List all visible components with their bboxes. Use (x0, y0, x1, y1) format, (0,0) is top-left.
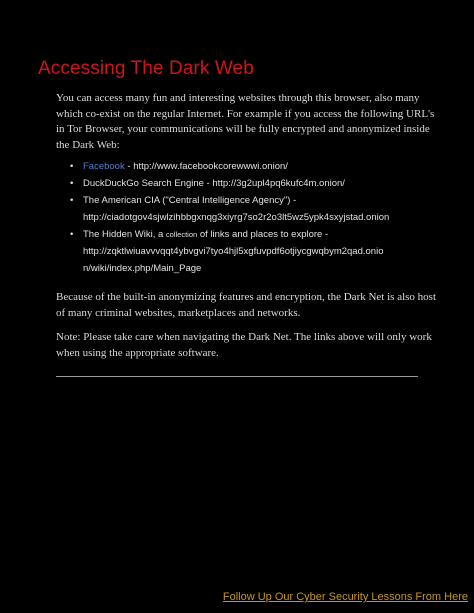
cia-url: http://ciadotgov4sjwlzihbbgxnqg3xiyrg7so2r2o3lt5wz5ypk4sxyjstad.onion (83, 212, 390, 223)
hidden-wiki-url-line2: n/wiki/index.php/Main_Page (83, 263, 202, 274)
horizontal-divider (56, 376, 418, 377)
list-item-duckduckgo (70, 175, 440, 192)
onion-link-list (70, 158, 440, 277)
hidden-wiki-url-line1: http://zqktlwiuavvvqqt4ybvgvi7tyo4hjl5xgfuvpdf6otjiycgwqbym2qad.onio (83, 246, 384, 257)
facebook-link[interactable]: Facebook (83, 161, 125, 172)
page-title: Accessing The Dark Web (38, 58, 254, 79)
facebook-url: http://www.facebookcorewwwi.onion/ (133, 161, 288, 172)
facebook-separator: - (124, 161, 134, 172)
criminal-warning-paragraph: Because of the built-in anonymizing features and encryption, the Dark Net is also host of many criminal websites, marketplaces and networks. (56, 291, 437, 319)
note-paragraph: Note: Please take care when navigating the Dark Net. The links above will only work when using the appropriate software. (56, 331, 432, 359)
list-item-facebook (70, 158, 440, 175)
cia-label: The American CIA ("Central Intelligence Agency") - (83, 195, 297, 206)
hidden-wiki-small-word: collection (165, 230, 198, 239)
intro-paragraph: You can access many fun and interesting websites through this browser, also many which co-exist on the regular Internet. For example if you access the following URL's in Tor Browser, your communications will be fully encrypted and anonymized inside the Dark Web: (56, 92, 435, 151)
footer-lessons-link[interactable]: Follow Up Our Cyber Security Lessons From Here (222, 591, 468, 603)
list-item-cia (70, 192, 440, 226)
duckduckgo-entry: DuckDuckGo Search Engine - http://3g2upl4pq6kufc4m.onion/ (83, 178, 345, 189)
list-item-hidden-wiki (70, 226, 440, 277)
hidden-wiki-suffix: of links and places to explore - (197, 229, 329, 240)
hidden-wiki-prefix: The Hidden Wiki, a (83, 229, 166, 240)
